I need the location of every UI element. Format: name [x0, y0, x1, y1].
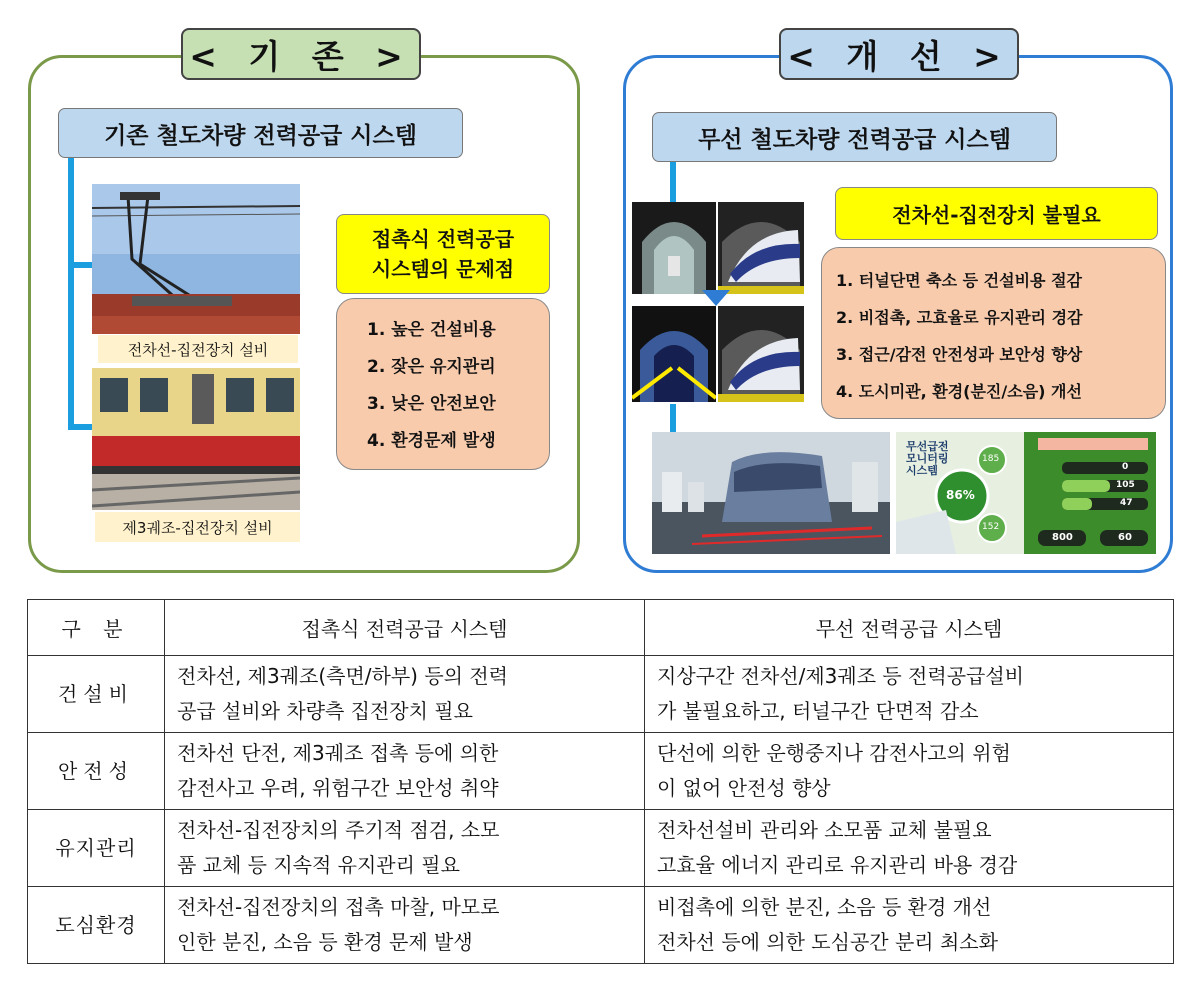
- train-small-tunnel-photo: [718, 306, 804, 402]
- table-row: [28, 733, 1174, 810]
- monitor-title-line2: 모니터링: [906, 452, 949, 465]
- problem-item: 1. 높은 건설비용: [367, 320, 496, 340]
- cell-line: 고효율 에너지 관리로 유지관리 바용 경감: [657, 853, 1018, 877]
- header-category: 구 분: [28, 600, 165, 656]
- problem-item: 4. 환경문제 발생: [367, 431, 496, 451]
- monitor-gauge-bottom: 152: [982, 522, 1000, 532]
- monitor-bar-value: 0: [1122, 462, 1129, 472]
- monitor-efficiency: 86%: [946, 488, 975, 502]
- table-row: [28, 656, 1174, 733]
- cell-line: 전차선 단전, 제3궤조 접촉 등에 의한: [177, 741, 499, 765]
- catenary-caption: 전차선-집전장치 설비: [98, 335, 298, 363]
- problem-title-line1: 접촉식 전력공급: [371, 227, 515, 251]
- no-catenary-box: 전차선-집전장치 불필요: [835, 187, 1158, 240]
- cell-line: 이 없어 안전성 향상: [657, 776, 831, 800]
- benefit-item: 2. 비접촉, 고효율로 유지관리 경감: [836, 308, 1083, 327]
- monitor-bar-value: 47: [1120, 498, 1133, 508]
- third-rail-caption: 제3궤조-집전장치 설비: [95, 512, 300, 542]
- small-tunnel-photo: [632, 306, 716, 402]
- cell-line: 비접촉에 의한 분진, 소음 등 환경 개선: [657, 895, 992, 919]
- connector-line: [670, 162, 676, 202]
- table-row: [28, 887, 1174, 964]
- comparison-table: [27, 599, 1174, 964]
- tunnel-photo: [632, 202, 716, 294]
- cell-line: 품 교체 등 지속적 유지관리 필요: [177, 853, 460, 877]
- monitor-bar-value: 105: [1116, 480, 1135, 490]
- monitor-title-line1: 무선급전: [906, 440, 949, 453]
- header-contact: 접촉식 전력공급 시스템: [165, 600, 645, 656]
- row-category: 건설비: [28, 656, 165, 733]
- row-category: 도심환경: [28, 887, 165, 964]
- row-wireless-cell: [645, 656, 1174, 733]
- row-contact-cell: [165, 887, 645, 964]
- monitor-bottom-value: 800: [1052, 532, 1073, 543]
- arrow-down-icon: [702, 290, 730, 306]
- wireless-system-title: 무선 철도차량 전력공급 시스템: [652, 112, 1057, 162]
- cell-line: 단선에 의한 운행중지나 감전사고의 위험: [657, 741, 1011, 765]
- existing-system-title: 기존 철도차량 전력공급 시스템: [58, 108, 463, 158]
- row-category: 유지관리: [28, 810, 165, 887]
- row-contact-cell: [165, 810, 645, 887]
- connector-line: [68, 424, 94, 430]
- cell-line: 감전사고 우려, 위험구간 보안성 취약: [177, 776, 499, 800]
- connector-line: [68, 158, 74, 430]
- row-contact-cell: [165, 656, 645, 733]
- cell-line: 지상구간 전차선/제3궤조 등 전력공급설비: [657, 664, 1024, 688]
- problem-item: 3. 낮은 안전보안: [367, 394, 496, 414]
- table-header-row: [28, 600, 1174, 656]
- row-contact-cell: [165, 733, 645, 810]
- cell-line: 가 불필요하고, 터널구간 단면적 감소: [657, 699, 979, 723]
- cell-line: 공급 설비와 차량측 집전장치 필요: [177, 699, 473, 723]
- benefit-item: 4. 도시미관, 환경(분진/소음) 개선: [836, 382, 1082, 401]
- row-wireless-cell: [645, 810, 1174, 887]
- table-row: [28, 810, 1174, 887]
- wireless-power-rendering: [652, 432, 890, 554]
- improved-tab-label: < 개 선 >: [779, 28, 1019, 80]
- cell-line: 전차선-집전장치의 주기적 점검, 소모: [177, 818, 500, 842]
- header-wireless: 무선 전력공급 시스템: [645, 600, 1174, 656]
- existing-tab-label: < 기 존 >: [181, 28, 421, 80]
- cell-line: 전차선 등에 의한 도심공간 분리 최소화: [657, 930, 998, 954]
- cell-line: 전차선설비 관리와 소모품 교체 불필요: [657, 818, 992, 842]
- benefit-item: 1. 터널단면 축소 등 건설비용 절감: [836, 271, 1082, 290]
- catenary-pantograph-photo: [92, 184, 300, 334]
- third-rail-train-photo: [92, 368, 300, 510]
- monitor-bottom-value: 60: [1118, 532, 1132, 543]
- connector-line: [68, 262, 94, 268]
- problem-title-box: [336, 214, 550, 294]
- row-category: 안전성: [28, 733, 165, 810]
- train-in-tunnel-photo: [718, 202, 804, 294]
- cell-line: 전차선, 제3궤조(측면/하부) 등의 전력: [177, 664, 508, 688]
- cell-line: 인한 분진, 소음 등 환경 문제 발생: [177, 930, 473, 954]
- cell-line: 전차선-집전장치의 접촉 마찰, 마모로: [177, 895, 500, 919]
- connector-line: [670, 404, 676, 434]
- monitoring-dashboard: [896, 432, 1156, 554]
- row-wireless-cell: [645, 733, 1174, 810]
- problem-item: 2. 잦은 유지관리: [367, 357, 496, 377]
- monitor-title-line3: 시스템: [906, 464, 938, 477]
- benefit-list: [821, 247, 1166, 419]
- problem-list: [336, 298, 550, 470]
- problem-title-line2: 시스템의 문제점: [371, 257, 515, 281]
- row-wireless-cell: [645, 887, 1174, 964]
- benefit-item: 3. 접근/감전 안전성과 보안성 향상: [836, 345, 1083, 364]
- monitor-gauge-top: 185: [982, 454, 1000, 464]
